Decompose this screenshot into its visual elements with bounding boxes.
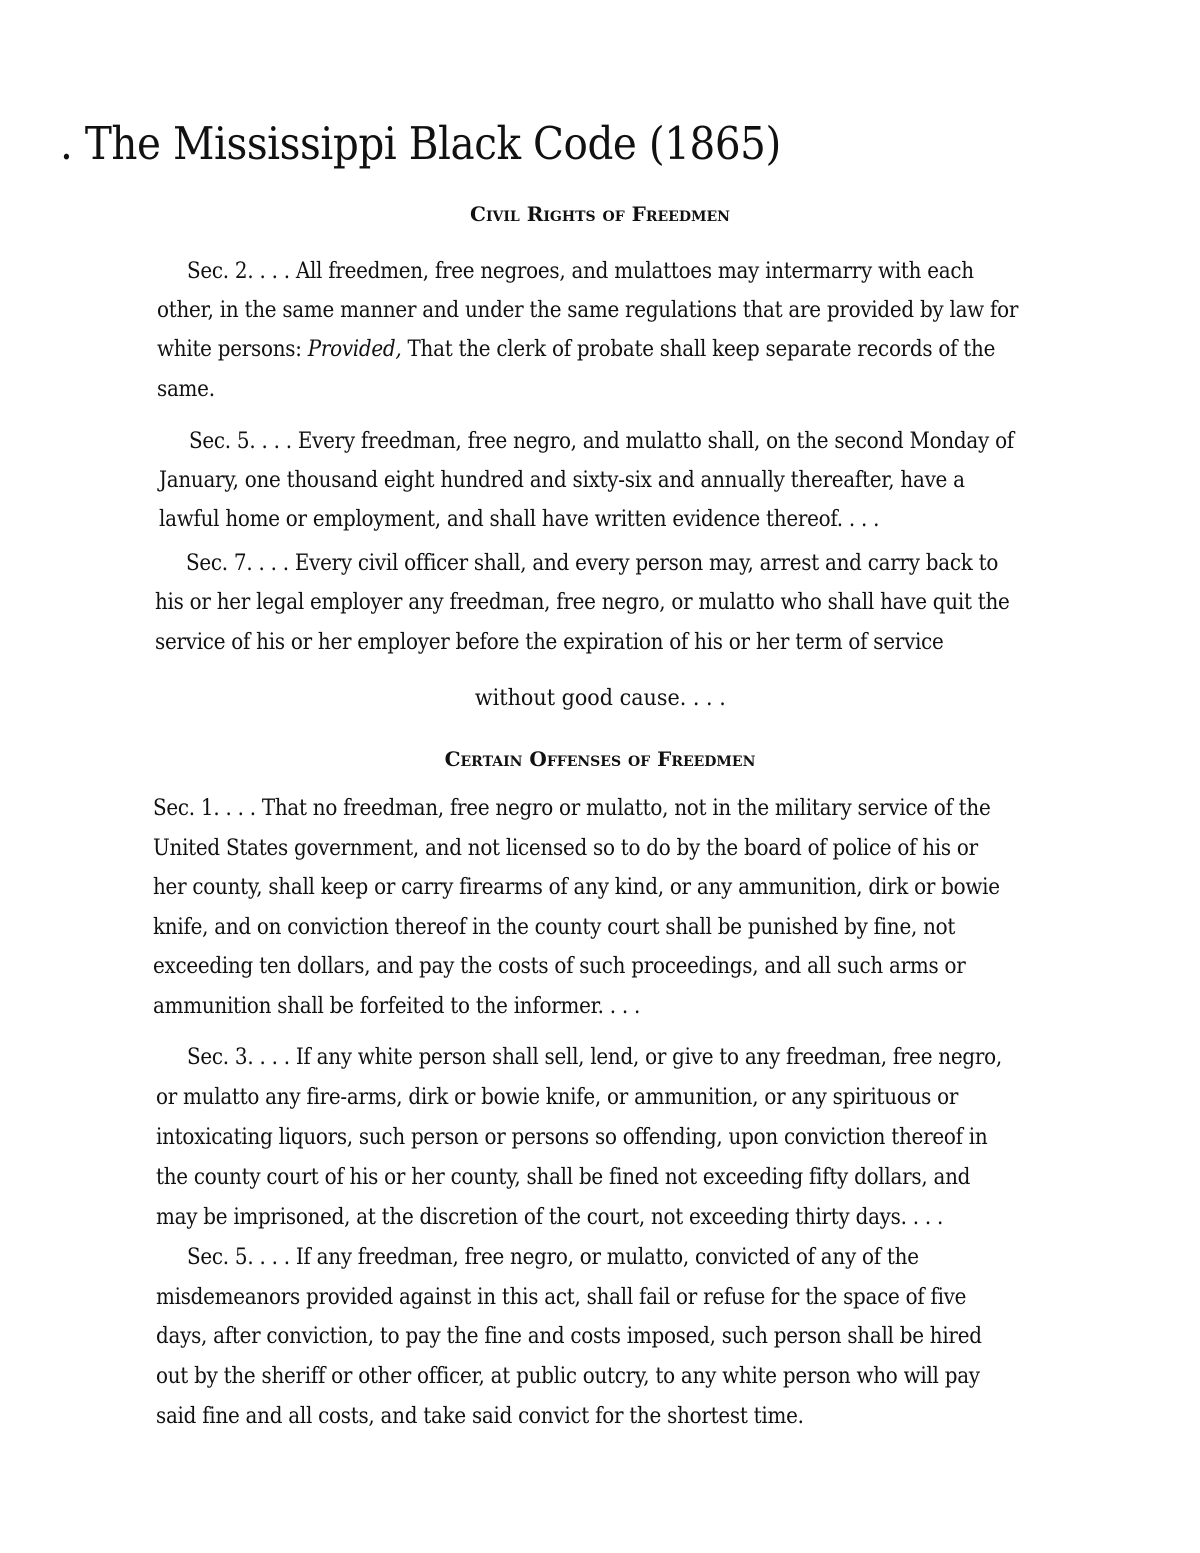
section-heading-civil-rights: Civil Rights of Freedmen — [470, 202, 730, 226]
text-line: knife, and on conviction thereof in the county court shall be punished by fine, not — [153, 914, 956, 940]
text-line: the county court of his or her county, shall be fined not exceeding fifty dollars, and — [156, 1164, 971, 1190]
text-line — [157, 334, 995, 364]
text-line: Sec. 1. . . . That no freedman, free negro or mulatto, not in the military service of the — [153, 795, 991, 821]
text-line: Sec. 5. . . . Every freedman, free negro, and mulatto shall, on the second Monday of — [189, 428, 1014, 454]
text-line: lawful home or employment, and shall have written evidence thereof. . . . — [159, 506, 880, 532]
text-line-centered — [0, 683, 1200, 713]
text-line: exceeding ten dollars, and pay the costs of such proceedings, and all such arms or — [153, 953, 966, 979]
text-line: misdemeanors provided against in this act, shall fail or refuse for the space of five — [156, 1284, 967, 1310]
text-segment: white persons: — [157, 336, 308, 362]
provided-italic: Provided, — [307, 336, 402, 362]
text-line: Sec. 5. . . . If any freedman, free negro, or mulatto, convicted of any of the — [187, 1244, 919, 1270]
text-line: ammunition shall be forfeited to the informer. . . . — [153, 993, 641, 1019]
text-line: or mulatto any fire-arms, dirk or bowie knife, or ammunition, or any spirituous or — [156, 1084, 959, 1110]
document-title: . The Mississippi Black Code (1865) — [60, 117, 781, 170]
text-line: January, one thousand eight hundred and sixty-six and annually thereafter, have a — [159, 467, 965, 493]
text-line: said fine and all costs, and take said convict for the shortest time. — [156, 1403, 804, 1429]
text-line: days, after conviction, to pay the fine and costs imposed, such person shall be hired — [156, 1323, 982, 1349]
text-line: same. — [157, 376, 215, 402]
text-segment: That the clerk of probate shall keep separate records of the — [401, 336, 996, 362]
text-line: other, in the same manner and under the same regulations that are provided by law for — [157, 297, 1019, 323]
text-line: Sec. 2. . . . All freedmen, free negroes, and mulattoes may intermarry with each — [187, 258, 974, 284]
section-heading-certain-offenses: Certain Offenses of Freedmen — [444, 747, 756, 771]
text-line: Sec. 3. . . . If any white person shall sell, lend, or give to any freedman, free negro, — [187, 1044, 1002, 1070]
text-segment: without good cause. . . . — [474, 685, 726, 711]
text-line: out by the sheriff or other officer, at public outcry, to any white person who will pay — [156, 1363, 980, 1389]
text-line: United States government, and not licensed so to do by the board of police of his or — [153, 835, 978, 861]
text-line: her county, shall keep or carry firearms of any kind, or any ammunition, dirk or bowie — [153, 874, 1000, 900]
text-line: intoxicating liquors, such person or persons so offending, upon conviction thereof in — [156, 1124, 988, 1150]
text-line: Sec. 7. . . . Every civil officer shall, and every person may, arrest and carry back to — [186, 550, 999, 576]
text-line: may be imprisoned, at the discretion of the court, not exceeding thirty days. . . . — [156, 1204, 944, 1230]
text-line: his or her legal employer any freedman, free negro, or mulatto who shall have quit the — [155, 589, 1010, 615]
text-line: service of his or her employer before the expiration of his or her term of service — [155, 629, 944, 655]
